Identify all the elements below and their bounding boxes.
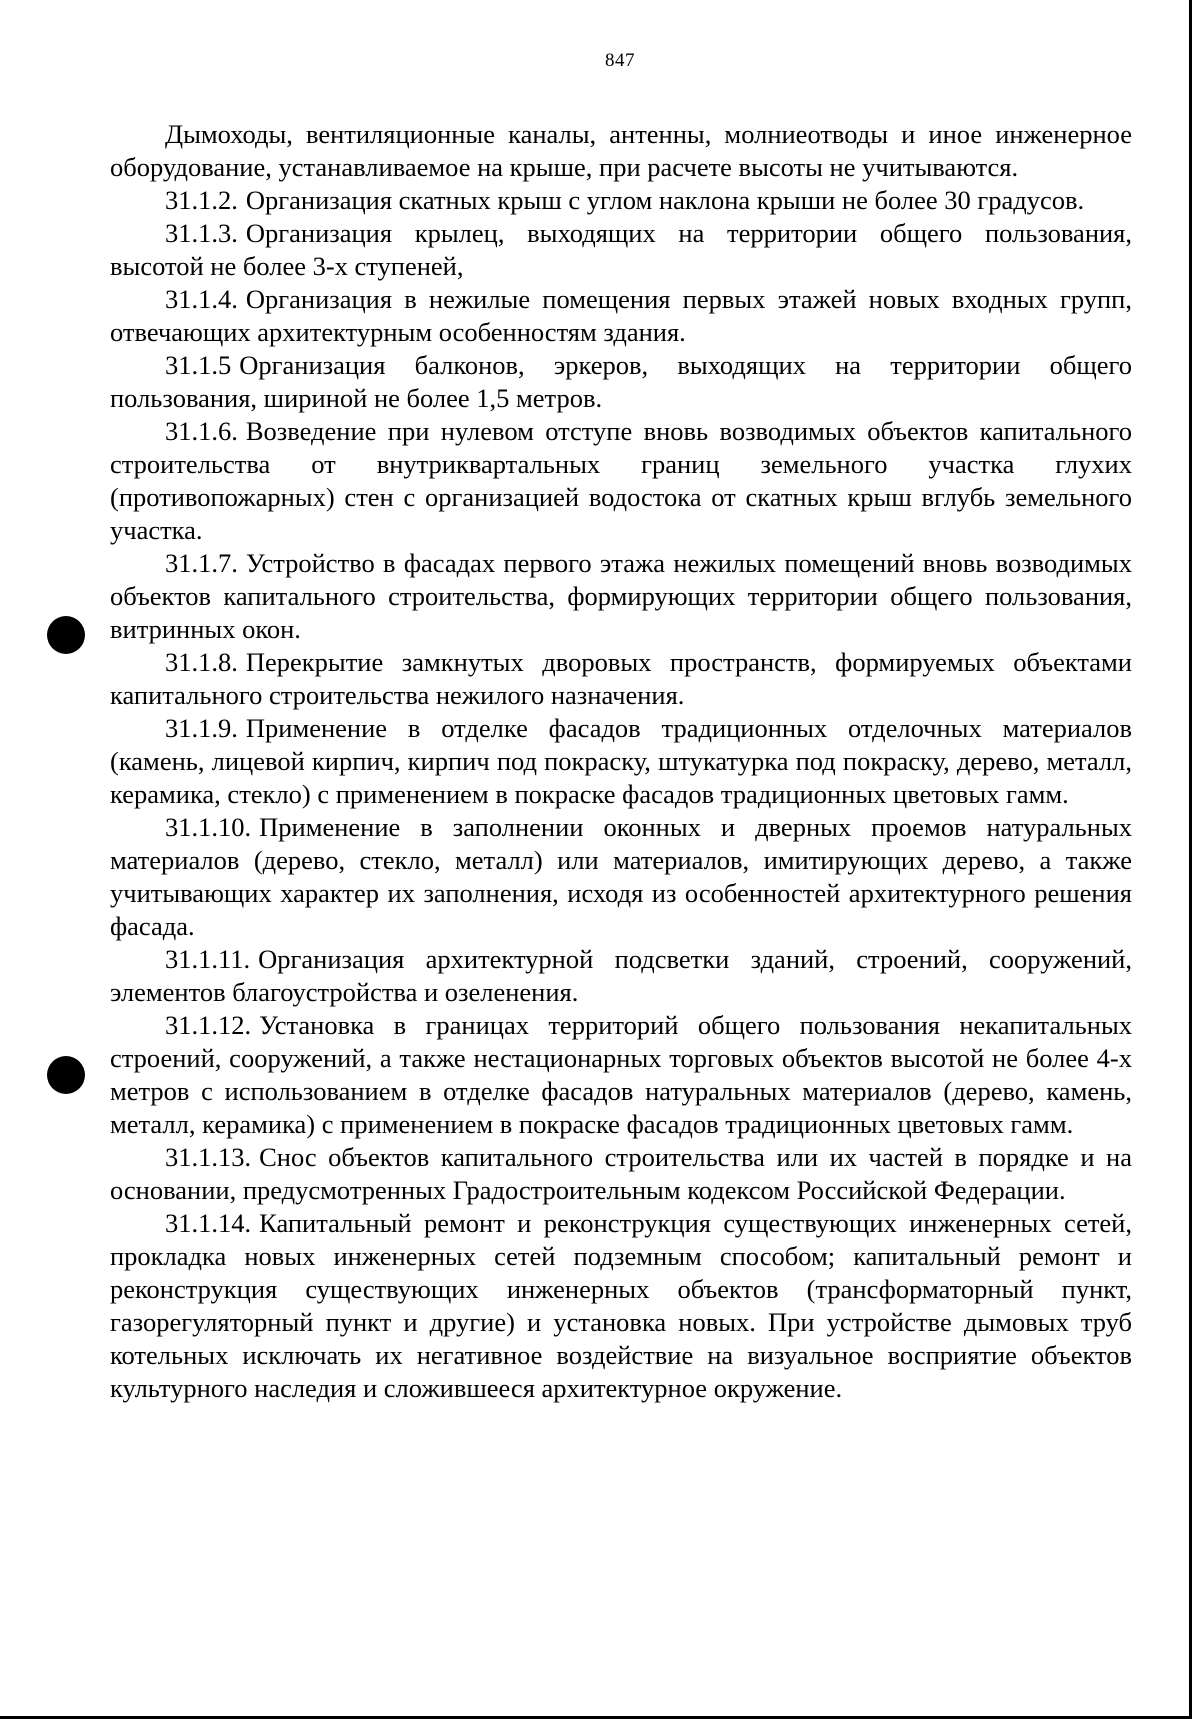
paragraph-text: Применение в отделке фасадов традиционных отделочных материалов (камень, лицевой кирпич, кирпич под покраску, штукатурка под покраску, дерево, металл, керамика, стекло) с применением в покраске фасадов традиционных цветовых гамм. xyxy=(110,713,1132,809)
punch-hole-mark xyxy=(47,1056,85,1094)
punch-hole-mark xyxy=(47,616,85,654)
paragraph-number: 31.1.2. xyxy=(165,185,238,215)
paragraph-31-1-5 xyxy=(110,349,1132,415)
paragraph-number: 31.1.10. xyxy=(165,812,252,842)
paragraph-number: 31.1.9. xyxy=(165,713,238,743)
paragraph-31-1-7 xyxy=(110,547,1132,646)
paragraph-number: 31.1.7. xyxy=(165,548,238,578)
paragraph-number: 31.1.13. xyxy=(165,1142,252,1172)
paragraph-31-1-11 xyxy=(110,943,1132,1009)
paragraph-text: Установка в границах территорий общего пользования некапитальных строений, сооружений, а также нестационарных торговых объектов высотой не более 4-х метров с использованием в отделке фасадов натуральных материалов (дерево, камень, металл, керамика) с применением в покраске фасадов традиционных цветовых гамм. xyxy=(110,1010,1132,1139)
paragraph-31-1-2 xyxy=(110,184,1132,217)
paragraph-text: Возведение при нулевом отступе вновь возводимых объектов капитального строительства от внутриквартальных границ земельного участка глухих (противопожарных) стен с организацией водостока от скатных крыш вглубь земельного участка. xyxy=(110,416,1132,545)
paragraph-number: 31.1.8. xyxy=(165,647,238,677)
paragraph-31-1-10 xyxy=(110,811,1132,943)
paragraph-31-1-9 xyxy=(110,712,1132,811)
paragraph-text: Применение в заполнении оконных и дверных проемов натуральных материалов (дерево, стекло, металл) или материалов, имитирующих дерево, а также учитывающих характер их заполнения, исходя из особенностей архитектурного решения фасада. xyxy=(110,812,1132,941)
paragraph-31-1-6 xyxy=(110,415,1132,547)
paragraph-text: Организация в нежилые помещения первых этажей новых входных групп, отвечающих архитектурным особенностям здания. xyxy=(110,284,1132,347)
paragraph-text: Снос объектов капитального строительства или их частей в порядке и на основании, предусмотренных Градостроительным кодексом Российской Федерации. xyxy=(110,1142,1132,1205)
paragraph-intro xyxy=(110,118,1132,184)
paragraph-number: 31.1.14. xyxy=(165,1208,252,1238)
paragraph-text: Капитальный ремонт и реконструкция существующих инженерных сетей, прокладка новых инженерных сетей подземным способом; капитальный ремонт и реконструкция существующих инженерных объектов (трансформаторный пункт, газорегуляторный пункт и другие) и установка новых. При устройстве дымовых труб котельных исключать их негативное воздействие на визуальное восприятие объектов культурного наследия и сложившееся архитектурное окружение. xyxy=(110,1208,1132,1403)
paragraph-31-1-12 xyxy=(110,1009,1132,1141)
paragraph-text: Дымоходы, вентиляционные каналы, антенны, молниеотводы и иное инженерное оборудование, устанавливаемое на крыше, при расчете высоты не учитываются. xyxy=(110,119,1132,182)
paragraph-31-1-4 xyxy=(110,283,1132,349)
paragraph-text: Перекрытие замкнутых дворовых пространств, формируемых объектами капитального строительства нежилого назначения. xyxy=(110,647,1132,710)
paragraph-number: 31.1.5 xyxy=(165,350,232,380)
paragraph-number: 31.1.12. xyxy=(165,1010,252,1040)
paragraph-number: 31.1.3. xyxy=(165,218,238,248)
paragraph-text: Устройство в фасадах первого этажа нежилых помещений вновь возводимых объектов капитального строительства, формирующих территории общего пользования, витринных окон. xyxy=(110,548,1132,644)
paragraph-31-1-3 xyxy=(110,217,1132,283)
paragraph-text: Организация балконов, эркеров, выходящих на территории общего пользования, шириной не более 1,5 метров. xyxy=(110,350,1132,413)
paragraph-text: Организация скатных крыш с углом наклона крыши не более 30 градусов. xyxy=(245,185,1085,215)
paragraph-31-1-8 xyxy=(110,646,1132,712)
paragraph-31-1-13 xyxy=(110,1141,1132,1207)
paragraph-number: 31.1.4. xyxy=(165,284,238,314)
page-number: 847 xyxy=(605,50,635,71)
paragraph-text: Организация архитектурной подсветки зданий, строений, сооружений, элементов благоустройства и озеленения. xyxy=(110,944,1132,1007)
paragraph-number: 31.1.11. xyxy=(165,944,251,974)
paragraph-31-1-14 xyxy=(110,1207,1132,1405)
document-body xyxy=(110,118,1132,1405)
paragraph-number: 31.1.6. xyxy=(165,416,238,446)
paragraph-text: Организация крылец, выходящих на территории общего пользования, высотой не более 3-х ступеней, xyxy=(110,218,1132,281)
